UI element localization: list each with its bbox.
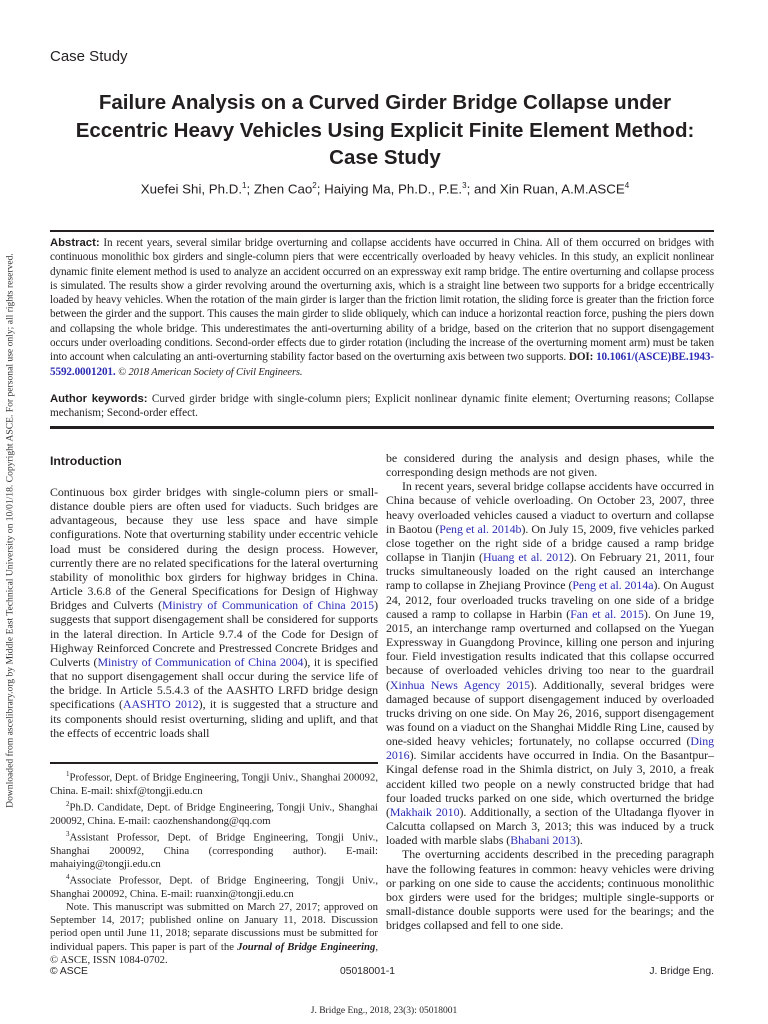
citation-link[interactable]: Ministry of Communication of China 2015	[161, 598, 375, 613]
paragraph-text: be considered during the analysis and design phases, while the corresponding design methods are not given.	[386, 451, 714, 480]
paragraph-text: ).	[575, 833, 583, 848]
footnote	[50, 798, 378, 828]
author-affiliation-marker: 4	[624, 181, 630, 190]
paragraph	[386, 847, 714, 932]
paragraph-text: ) suggests that support disengagement shall be considered for supports in the lateral direction. In Article 9.7.4 of the Code for Design of Highway Reinforced Concrete and Prestressed Concrete Bridges and Culverts (	[50, 598, 378, 669]
submission-note	[50, 901, 378, 967]
top-rule	[50, 230, 714, 232]
paragraph-text: ). On June 19, 2015, an interchange ramp overturned and collapsed on the Yuegan Expressway in Guangdong Province, killing one person and injuring four. Field investigation results indicated that this collapse occurred because of overloaded vehicles driving too near to the guardrail (	[386, 606, 715, 692]
doi-label: DOI:	[568, 351, 597, 364]
footnote-text: Assistant Professor, Dept. of Bridge Engineering, Tongji Univ., Shanghai 200092, China (corresponding author). E-mail: mahaiying@tongji.edu.cn	[50, 831, 378, 870]
paragraph-text: ). On August 24, 2012, four overloaded trucks traveling on one side of a bridge caused a ramp to collapse in Harbin (	[386, 578, 714, 621]
footnote-marker: 1	[66, 770, 70, 778]
left-column-body	[50, 485, 378, 740]
abstract-bottom-rule	[50, 426, 714, 429]
footnote-text: Professor, Dept. of Bridge Engineering, Tongji Univ., Shanghai 200092, China. E-mail: shixf@tongji.edu.cn	[50, 771, 378, 797]
doi-link[interactable]: 10.1061/(ASCE)BE.1943-5592.0001201.	[50, 351, 715, 378]
citation-link[interactable]: Huang et al. 2012	[482, 550, 570, 565]
paragraph-text: Continuous box girder bridges with single-column piers or small-distance double piers are often used for viaducts. Such bridges are advantageous, because they use less space and have simple configurations. Note that overturning stability under eccentric vehicle load must be considered during the design process. However, currently there are no related specifications for the lateral overturning stability of monolithic box girders for highway bridges in China. Article 3.6.8 of the General Specifications for Design of Highway Bridges and Culverts (	[50, 485, 378, 613]
footnote	[50, 768, 378, 798]
paragraph-text: The overturning accidents described in the preceding paragraph have the following features in common: heavy vehicles were driving or parking on one side to cause the accidents; continuous monolithic box girders were used for the bridges; multiple single-supports or small-distance double supports were used for the bearings; and the bridges collapsed and fell to one side.	[386, 847, 714, 933]
journal-name: Journal of Bridge Engineering	[237, 940, 376, 953]
author-separator: ;	[316, 181, 325, 197]
citation-link[interactable]: AASHTO 2012	[122, 697, 199, 712]
paragraph-text: ), it is specified that no support disengagement shall occur during the service life of the bridge. In Article 5.5.4.3 of the AASHTO LRFD bridge design specifications (	[50, 654, 378, 712]
paragraph-text: ). On February 21, 2011, four trucks simultaneously loaded on the right caused an interchange ramp to collapse in Zhejiang Province (	[386, 550, 714, 593]
introduction-heading: Introduction	[50, 454, 122, 468]
author-affiliation-marker: 2	[312, 181, 317, 190]
footnote-marker: 4	[66, 873, 70, 882]
citation-link[interactable]: Makhaik 2010	[389, 804, 460, 819]
author-affiliation-marker: 1	[242, 181, 247, 190]
citation-link[interactable]: Ding 2016	[386, 734, 714, 763]
abstract	[50, 236, 714, 380]
footnote	[50, 871, 378, 901]
citation-line: J. Bridge Eng., 2018, 23(3): 05018001	[310, 1006, 458, 1016]
author-name: Xin Ruan, A.M.ASCE	[499, 181, 625, 197]
paragraph	[386, 479, 714, 847]
author-affiliation-marker: 3	[462, 181, 467, 190]
footer-page-number: 05018001-1	[340, 966, 395, 977]
keywords-label: Author keywords:	[50, 393, 148, 405]
copyright-notice: © 2018 American Society of Civil Engineers.	[115, 366, 303, 378]
paragraph-text: In recent years, several bridge collapse accidents have occurred in China because of vehicle overloading. On October 23, 2007, three heavy overloaded vehicles caused a viaduct to overturn and collapse in Baotou (	[386, 479, 714, 536]
paragraph	[386, 451, 714, 479]
citation-link[interactable]: Xinhua News Agency 2015	[389, 677, 531, 692]
author-list	[60, 181, 710, 196]
author-name: Haiying Ma, Ph.D., P.E.	[324, 181, 463, 197]
note-text: Note. This manuscript was submitted on March 27, 2017; approved on September 14, 2017; published online on January 11, 2018. Discussion period open until June 11, 2018; separate discussions must be submitted for individual papers. This paper is part of the	[50, 901, 378, 953]
footer-publisher: © ASCE	[50, 966, 88, 977]
section-label: Case Study	[50, 48, 128, 65]
citation-link[interactable]: Bhabani 2013	[510, 833, 576, 848]
footnote-text: Associate Professor, Dept. of Bridge Engineering, Tongji Univ., Shanghai 200092, China. E-mail: ruanxin@tongji.edu.cn	[50, 874, 378, 900]
footer-journal: J. Bridge Eng.	[649, 966, 714, 977]
footnote-marker: 3	[66, 829, 70, 838]
author-name: Zhen Cao	[253, 181, 313, 197]
author-name: Xuefei Shi, Ph.D.	[140, 181, 243, 197]
footnote-marker: 2	[66, 799, 70, 808]
citation-link[interactable]: Ministry of Communication of China 2004	[97, 654, 304, 669]
citation-link[interactable]: Fan et al. 2015	[570, 606, 644, 621]
footnotes	[50, 768, 378, 967]
footnote-rule	[50, 762, 378, 764]
download-notice: Downloaded from ascelibrary.org by Middle East Technical University on 10/01/18. Copyright ASCE. For personal use only; all rights reserved.	[4, 253, 16, 808]
citation-link[interactable]: Peng et al. 2014b	[439, 521, 522, 536]
paper-title: Failure Analysis on a Curved Girder Bridge Collapse under Eccentric Heavy Vehicles Using Explicit Finite Element Method: Case Study	[75, 91, 695, 169]
author-separator: ; and	[466, 181, 500, 197]
paragraph-text: ). Additionally, several bridges were damaged because of support disengagement induced by overloaded trucks driving on one side. On May 26, 2016, support disengagement was found on a viaduct on the Shanghai Middle Ring Line, caused by one-sided heavy vehicles; fortunately, no collapse occurred (	[386, 677, 714, 749]
paragraph-text: ). Additionally, a section of the Ultadanga flyover in Calcutta collapsed on March 3, 2013; this was induced by a truck loaded with marble slabs (	[386, 804, 715, 848]
author-keywords	[50, 392, 714, 421]
footnote	[50, 828, 378, 871]
author-separator: ;	[246, 181, 254, 197]
keywords-text: Curved girder bridge with single-column piers; Explicit nonlinear dynamic finite element; Overturning reasons; Collapse mechanism; Second-order effect.	[50, 393, 714, 420]
footnote-text: Ph.D. Candidate, Dept. of Bridge Engineering, Tongji Univ., Shanghai 200092, China. E-mail: caozhenshandong@qq.com	[50, 801, 378, 827]
paragraph-text: ). Similar accidents have occurred in India. On the Basantpur–Kingal defense road in the Shimla district, on July 3, 2010, a freak accident killed two people on a newly constructed bridge that had four loaded trucks parked on one side, which overturned the bridge (	[386, 748, 714, 819]
abstract-label: Abstract:	[50, 237, 100, 249]
note-tail: , © ASCE, ISSN 1084-0702.	[50, 940, 378, 966]
right-column-body	[386, 451, 714, 932]
paragraph-text: ). On July 15, 2009, five vehicles parked close together on the right side of a bridge caused a ramp bridge collapse in Tianjin (	[386, 521, 714, 565]
paragraph	[50, 485, 378, 740]
paragraph-text: ), it is suggested that a structure and its components should resist overturning, sliding and uplift, and that the effects of eccentric loads shall	[50, 697, 379, 740]
citation-link[interactable]: Peng et al. 2014a	[572, 578, 654, 593]
abstract-text: In recent years, several similar bridge overturning and collapse accidents have occurred in China. All of them occurred on bridges with continuous monolithic box girders and single-column piers that were eccentrically overloaded by heavy vehicles. In this study, an explicit nonlinear dynamic finite element method is used to analyze an accident occurred on an expressway exit ramp bridge. The entire overturning and collapse process is simulated. The results show a girder revolving around the overturning axis, which is a straight line between two supports for a bridge eccentrically loaded by heavy vehicles. When the rotation of the main girder is larger than the friction limit rotation, the sliding force is greater than the friction force between the girder and the support. This causes the main girder to slide obliquely, which can induce a horizontal reaction force, pushing the piers down and collapsing the whole bridge. This underestimates the anti-overturning ability of a bridge, based on the criterion that no support disengagement occurs under overloading conditions. Second-order effects due to girder rotation (including the increase of the overturning moment arm) must be taken into account when calculating an anti-overturning stability factor based on the overturning axis between two supports.	[50, 237, 714, 364]
